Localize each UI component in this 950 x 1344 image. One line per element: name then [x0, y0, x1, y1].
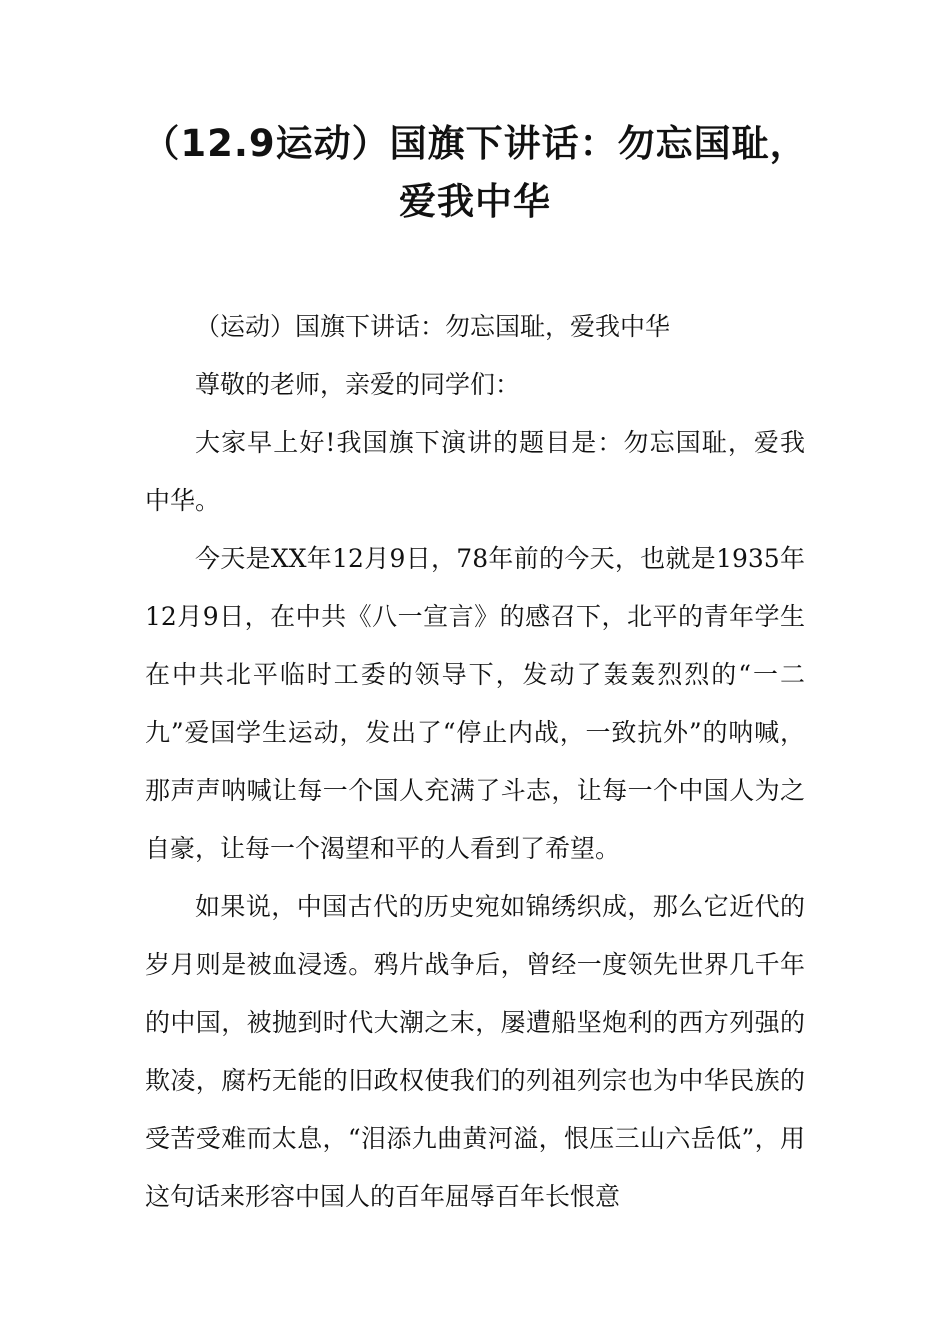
paragraph-history: 今天是XX年12月9日，78年前的今天，也就是1935年12月9日，在中共《八一宣言》的感召下，北平的青年学生在中共北平临时工委的领导下，发动了轰轰烈烈的“一二九”爱国学生运动，发出了“停止内战，一致抗外”的呐喊，那声声呐喊让每一个国人充满了斗志，让每一个中国人为之自豪，让每一个渴望和平的人看到了希望。 — [145, 544, 805, 863]
paragraph-modern-era: 如果说，中国古代的历史宛如锦绣织成，那么它近代的岁月则是被血浸透。鸦片战争后，曾经一度领先世界几千年的中国，被抛到时代大潮之末，屡遭船坚炮利的西方列强的欺凌，腐朽无能的旧政权使我们的列祖列宗也为中华民族的受苦受难而太息，“泪添九曲黄河溢，恨压三山六岳低”，用这句话来形容中国人的百年屈辱百年长恨意 — [145, 892, 805, 1211]
document-title-line-2: 爱我中华 — [399, 180, 551, 223]
paragraph-greeting: 尊敬的老师，亲爱的同学们： — [195, 370, 521, 399]
paragraph-subtitle: （运动）国旗下讲话：勿忘国耻，爱我中华 — [195, 312, 671, 341]
paragraph-intro: 大家早上好!我国旗下演讲的题目是：勿忘国耻，爱我中华。 — [145, 428, 805, 515]
document-body — [145, 298, 805, 1226]
document-title-line-1: （12.9运动）国旗下讲话：勿忘国耻， — [142, 122, 808, 165]
